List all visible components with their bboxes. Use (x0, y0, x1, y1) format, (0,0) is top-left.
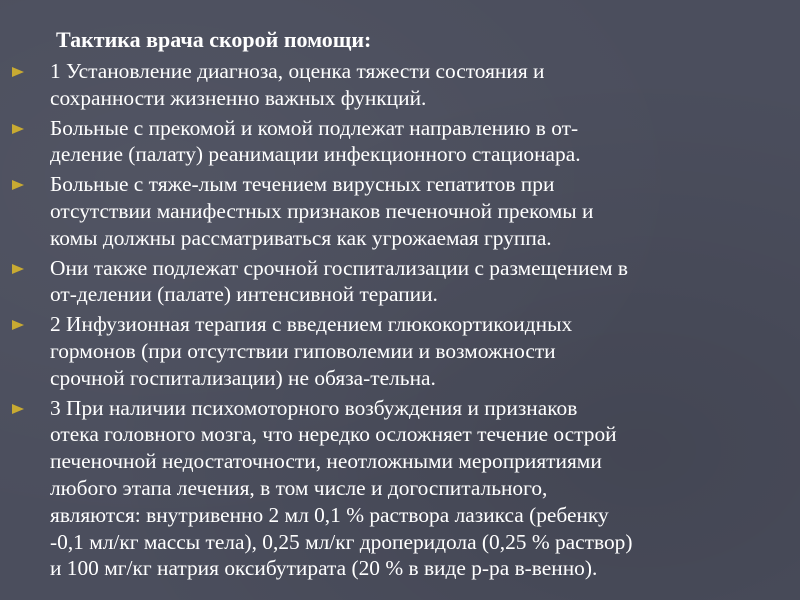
bullet-item (0, 255, 800, 309)
bullet-text-line: -0,1 мл/кг массы тела), 0,25 мл/кг дроперидола (0,25 % раствор) (50, 529, 633, 554)
slide-title: Тактика врача скорой помощи: (56, 27, 372, 52)
bullet-text-line: 1 Установление диагноза, оценка тяжести состояния и (50, 59, 545, 83)
bullet-text-line: комы должны рассматриваться как угрожаемая группа. (50, 225, 552, 250)
bullet-text-line: Больные с прекомой и комой подлежат направлению в от- (50, 115, 579, 140)
bullet-text-line: гормонов (при отсутствии гиповолемии и возможности (50, 338, 556, 363)
triangle-bullet-icon (12, 180, 24, 190)
bullet-list (0, 58, 800, 585)
triangle-bullet-icon (12, 320, 24, 330)
bullet-text-line: срочной госпитализации) не обяза-тельна. (50, 365, 436, 390)
bullet-text-line: Больные с тяже-лым течением вирусных гепатитов при (50, 172, 555, 197)
bullet-text-line: 3 При наличии психомоторного возбуждения и признаков (50, 395, 578, 420)
bullet-text-line: 2 Инфузионная терапия с введением глюкокортикоидных (50, 312, 573, 337)
bullet-text-line: деление (палату) реанимации инфекционного стационара. (50, 142, 581, 167)
bullet-text-line: отсутствии манифестных признаков печеночной прекомы и (50, 198, 594, 223)
bullet-item (0, 58, 800, 112)
bullet-text-line: являются: внутривенно 2 мл 0,1 % раствора лазикса (ребенку (50, 502, 609, 527)
bullet-text-line: любого этапа лечения, в том числе и догоспитального, (50, 475, 548, 500)
triangle-bullet-icon (12, 264, 24, 274)
triangle-bullet-icon (12, 124, 24, 134)
bullet-text-line: от-делении (палате) интенсивной терапии. (50, 282, 438, 307)
bullet-text-line: отека головного мозга, что нередко осложняет течение острой (50, 422, 617, 447)
bullet-text-line: сохранности жизненно важных функций. (50, 85, 427, 110)
bullet-item (0, 311, 800, 391)
bullet-item (0, 171, 800, 251)
triangle-bullet-icon (12, 404, 24, 414)
bullet-text-line: печеночной недостаточности, неотложными мероприятиями (50, 449, 602, 474)
bullet-item (0, 115, 800, 169)
bullet-text-line: и 100 мг/кг натрия оксибутирата (20 % в виде р-ра в-венно). (50, 556, 598, 581)
bullet-item (0, 395, 800, 583)
bullet-text-line: Они также подлежат срочной госпитализации с размещением в (50, 255, 628, 280)
triangle-bullet-icon (12, 67, 24, 77)
